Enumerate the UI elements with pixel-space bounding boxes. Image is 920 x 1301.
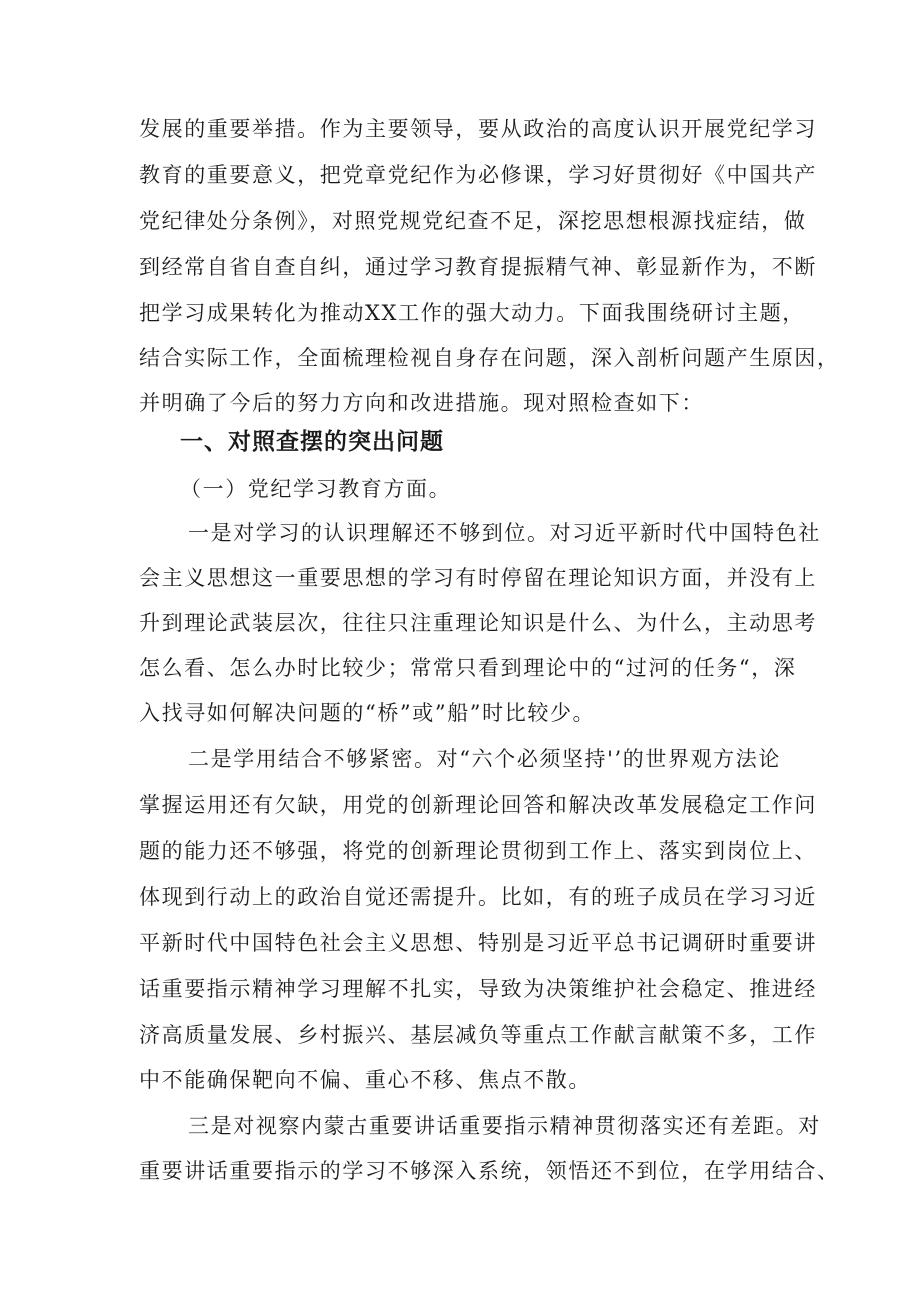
para2-line-5: 平新时代中国特色社会主义思想、特别是习近平总书记调研时重要讲: [139, 931, 817, 955]
intro-line-4: 到经常自省自查自纠，通过学习教育提振精气神、彰显新作为，不断: [139, 255, 817, 279]
para1-line-1: 一是对学习的认识理解还不够到位。对习近平新时代中国特色社: [188, 521, 821, 545]
para2-line-4: 体现到行动上的政治自觉还需提升。比如，有的班子成员在学习习近: [139, 885, 817, 909]
para2-line-3: 题的能力还不够强，将党的创新理论贯彻到工作上、落实到岗位上、: [139, 839, 817, 863]
para2-line-7: 济高质量发展、乡村振兴、基层减负等重点工作献言献策不多，工作: [139, 1023, 817, 1047]
para2-line-6: 话重要指示精神学习理解不扎实，导致为决策维护社会稳定、推进经: [139, 977, 817, 1001]
para1-line-3: 升到理论武装层次，往往只注重理论知识是什么、为什么，主动思考: [139, 611, 817, 635]
para1-line-4: 怎么看、怎么办时比较少；常常只看到理论中的“过河的任务“，深: [139, 656, 797, 680]
para2-line-1: 二是学用结合不够紧密。对“六个必须坚持'’的世界观方法论: [188, 747, 781, 771]
intro-line-3: 党纪律处分条例》，对照党规党纪查不足，深挖思想根源找症结，做: [139, 209, 807, 233]
intro-line-1: 发展的重要举措。作为主要领导，要从政治的高度认识开展党纪学习: [139, 117, 817, 141]
intro-line-6: 结合实际工作，全面梳理检视自身存在问题，深入剖析问题产生原因，: [139, 346, 840, 370]
intro-line-2: 教育的重要意义，把党章党纪作为必修课，学习好贯彻好《中国共产: [139, 163, 817, 187]
para2-line-8: 中不能确保靶向不偏、重心不移、焦点不散。: [139, 1068, 591, 1092]
para1-line-2: 会主义思想这一重要思想的学习有时停留在理论知识方面，并没有上: [139, 566, 817, 590]
section-heading: 一、对照查摆的突出问题: [180, 429, 444, 455]
para3-line-2: 重要讲话重要指示的学习不够深入系统，领悟还不到位，在学用结合、: [139, 1159, 840, 1183]
para3-line-1: 三是对视察内蒙古重要讲话重要指示精神贯彻落实还有差距。对: [188, 1114, 821, 1138]
para1-line-5: 入找寻如何解决问题的“桥”或”船”时比较少。: [139, 701, 596, 725]
para2-line-2: 掌握运用还有欠缺，用党的创新理论回答和解决改革发展稳定工作问: [139, 793, 817, 817]
intro-line-5: 把学习成果转化为推动XX工作的强大动力。下面我围绕研讨主题，: [139, 301, 805, 325]
subsection-heading: （一）党纪学习教育方面。: [180, 477, 452, 501]
intro-line-7: 并明确了今后的努力方向和改进措施。现对照检查如下：: [139, 391, 704, 415]
